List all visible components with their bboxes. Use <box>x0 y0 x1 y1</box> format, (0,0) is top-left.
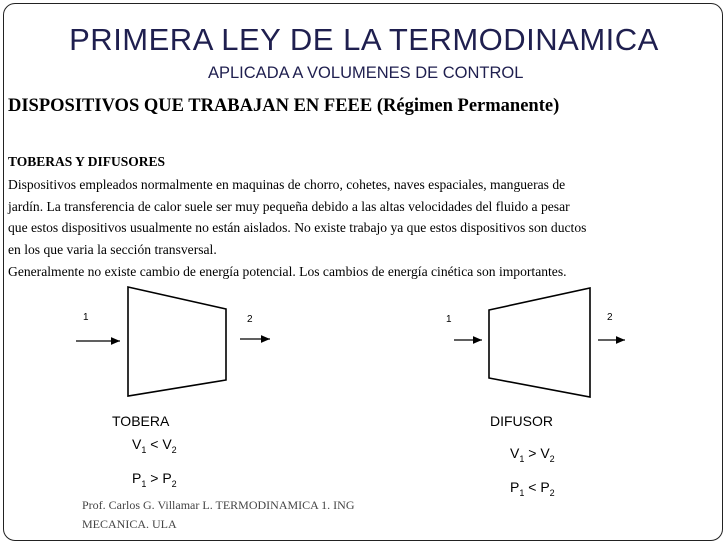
body-line: en los que varia la sección transversal. <box>8 242 217 258</box>
diffuser-caption: DIFUSOR <box>490 413 553 429</box>
nozzle-inlet-label: 1 <box>83 312 89 323</box>
diffuser-outlet-label: 2 <box>607 312 613 323</box>
diffuser-inlet-label: 1 <box>446 314 452 325</box>
section-heading: DISPOSITIVOS QUE TRABAJAN EN FEEE (Régimen Permanente) <box>8 96 560 116</box>
nozzle-shape <box>128 287 226 396</box>
nozzle-pressure-relation: $P_1 > P_2$ <box>132 470 177 489</box>
body-line: Generalmente no existe cambio de energía potencial. Los cambios de energía cinética son importantes. <box>8 263 567 279</box>
body-line: Dispositivos empleados normalmente en maquinas de chorro, cohetes, naves espaciales, mangueras de <box>8 177 566 192</box>
nozzle-outlet-label: 2 <box>247 314 253 325</box>
footer-credit <box>82 496 392 534</box>
slide-subtitle: APLICADA A VOLUMENES DE CONTROL <box>208 64 524 82</box>
topic-title: TOBERAS Y DIFUSORES <box>8 154 166 169</box>
diffuser-velocity-relation: $V_1 > V_2$ <box>510 445 555 464</box>
nozzle-velocity-relation: $V_1 < V_2$ <box>132 436 177 455</box>
diffuser-shape <box>489 288 590 397</box>
nozzle-caption: TOBERA <box>112 413 170 429</box>
body-line: que estos dispositivos usualmente no están aislados. No existe trabajo ya que estos dispositivos son ductos <box>8 220 587 236</box>
diffuser-pressure-relation: $P_1 < P_2$ <box>510 479 555 498</box>
body-line: jardín. La transferencia de calor suele ser muy pequeña debido a las altas velocidades del fluido a pesar <box>8 198 570 214</box>
footer-line: Prof. Carlos G. Villamar L. TERMODINAMICA 1. ING <box>82 498 355 512</box>
footer-line: MECANICA. ULA <box>82 517 177 531</box>
slide-title: PRIMERA LEY DE LA TERMODINAMICA <box>69 22 659 57</box>
